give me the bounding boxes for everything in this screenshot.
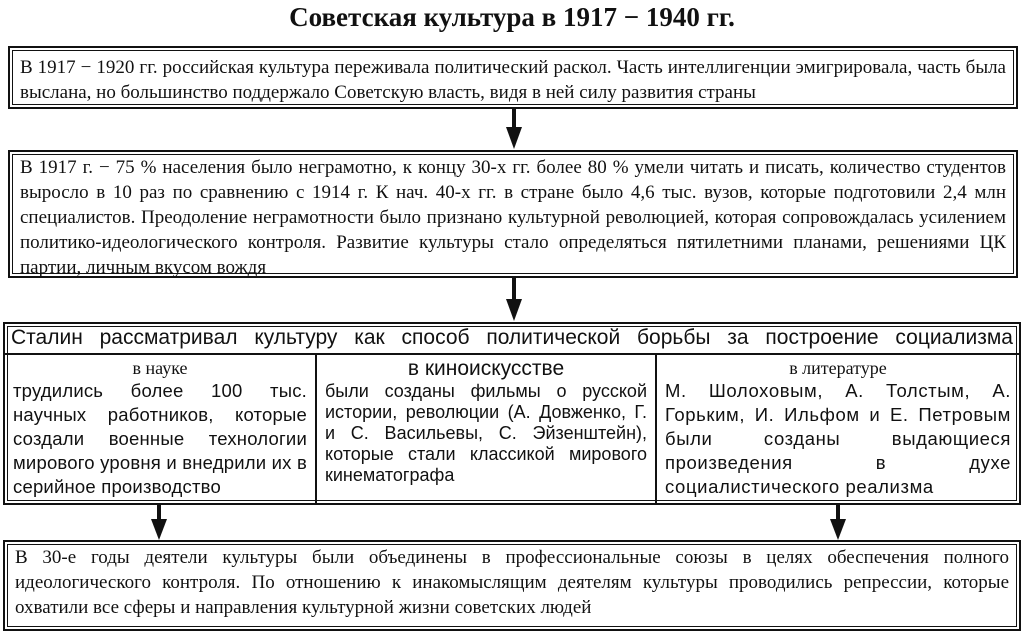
literature-text: М. Шолоховым, А. Толстым, А. Горьким, И. Ильфом и Е. Петровым были созданы выдающиеся произведения в духе социалистического реализма bbox=[665, 380, 1011, 497]
column-science bbox=[5, 355, 317, 503]
box-professional-unions bbox=[3, 540, 1021, 631]
box-1917-1920-split bbox=[8, 46, 1018, 109]
arrow-literature-to-4 bbox=[828, 505, 848, 541]
diagram-title: Советская культура в 1917 − 1940 гг. bbox=[289, 2, 735, 32]
box-professional-unions-text: В 30-е годы деятели культуры были объединены в профессиональные союзы в целях обеспечения полного идеологического контроля. По отношению к инакомыслящим деятелям культуры проводились репрессии, которые охватили все сферы и направления культурной жизни советских людей bbox=[15, 547, 1009, 618]
box-literacy bbox=[8, 150, 1018, 278]
box-stalin-culture bbox=[3, 322, 1021, 505]
box-1917-1920-text: В 1917 − 1920 гг. российская культура переживала политический раскол. Часть интеллигенции эмигрировала, часть была выслана, но большинство поддержало Советскую власть, видя в ней силу развития страны bbox=[20, 57, 1006, 103]
science-text: трудились более 100 тыс. научных работников, которые создали военные технологии мирового уровня и внедрили их в серийное производство bbox=[13, 380, 307, 497]
science-heading: в науке bbox=[132, 358, 188, 378]
box-literacy-text: В 1917 г. − 75 % населения было неграмотно, к концу 30-х гг. более 80 % умели читать и писать, количество студентов выросло в 10 раз по сравнению с 1914 г. К нач. 40-х гг. в стране было 4,6 тыс. вузов, которые подготовили 2,4 млн специалистов. Преодоление неграмотности было признано культурной революцией, которая сопровождалась усилением политико-идеологического контроля. Развитие культуры стало определяться пятилетними планами, решениями ЦК партии, личным вкусом вождя bbox=[20, 157, 1006, 278]
arrow-2-to-3 bbox=[504, 278, 524, 322]
arrow-science-to-4 bbox=[149, 505, 169, 541]
literature-heading: в литературе bbox=[789, 358, 887, 378]
cinema-text: были созданы фильмы о русской истории, революции (А. Довженко, Г. и С. Васильевы, С. Эйзенштейн), которые стали классикой мирового кинематографа bbox=[325, 381, 647, 485]
stalin-heading: Сталин рассматривал культуру как способ политической борьбы за построение социализма bbox=[11, 326, 1013, 349]
arrow-1-to-2 bbox=[504, 109, 524, 150]
cinema-heading: в киноискусстве bbox=[407, 357, 565, 380]
column-literature bbox=[657, 355, 1019, 503]
column-cinema bbox=[317, 355, 657, 503]
